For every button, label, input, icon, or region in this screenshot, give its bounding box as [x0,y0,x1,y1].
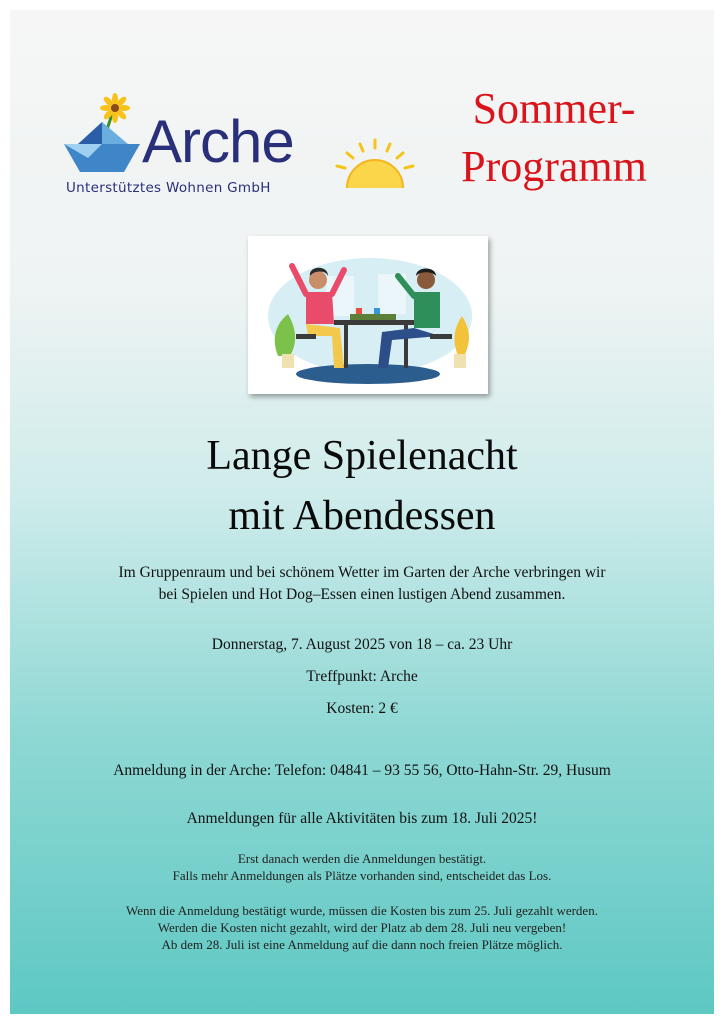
registration-deadline: Anmeldungen für alle Aktivitäten bis zum 18. Juli 2025! [186,810,538,827]
sun-icon [332,138,418,194]
event-description [10,562,714,606]
paper-boat-flower-icon [58,92,148,182]
flyer-page [10,10,714,1014]
event-meeting-point: Treffpunkt: Arche [306,668,418,685]
note-line-3: Wenn die Anmeldung bestätigt wurde, müssen die Kosten bis zum 25. Juli gezahlt werden. [126,903,598,918]
event-title [10,426,714,546]
note-line-2: Falls mehr Anmeldungen als Plätze vorhanden sind, entscheidet das Los. [172,868,552,883]
description-line-1: Im Gruppenraum und bei schönem Wetter im Garten der Arche verbringen wir [118,564,606,581]
logo-wordmark: Arche [142,108,294,175]
headline-line-1: Sommer- [472,84,636,133]
arche-logo [58,92,318,202]
headline-line-2: Programm [461,142,647,191]
event-cost: Kosten: 2 € [326,700,398,717]
title-line-1: Lange Spielenacht [206,433,518,479]
note-line-4: Werden die Kosten nicht gezahlt, wird der Platz ab dem 28. Juli neu vergeben! [157,920,567,935]
note-line-1: Erst danach werden die Anmeldungen bestätigt. [237,851,487,866]
logo-subtitle: Unterstütztes Wohnen GmbH [66,180,271,196]
registration-info: Anmeldung in der Arche: Telefon: 04841 – 93 55 56, Otto-Hahn-Str. 29, Husum [113,762,611,779]
people-playing-board-game-image [248,236,488,394]
event-date: Donnerstag, 7. August 2025 von 18 – ca. 23 Uhr [211,636,513,653]
title-line-2: mit Abendessen [228,493,496,539]
game-night-illustration [248,236,488,394]
sommer-programm-headline [440,80,668,196]
note-line-5: Ab dem 28. Juli ist eine Anmeldung auf die dann noch freien Plätze möglich. [161,937,563,952]
description-line-2: bei Spielen und Hot Dog–Essen einen lustigen Abend zusammen. [158,586,566,603]
